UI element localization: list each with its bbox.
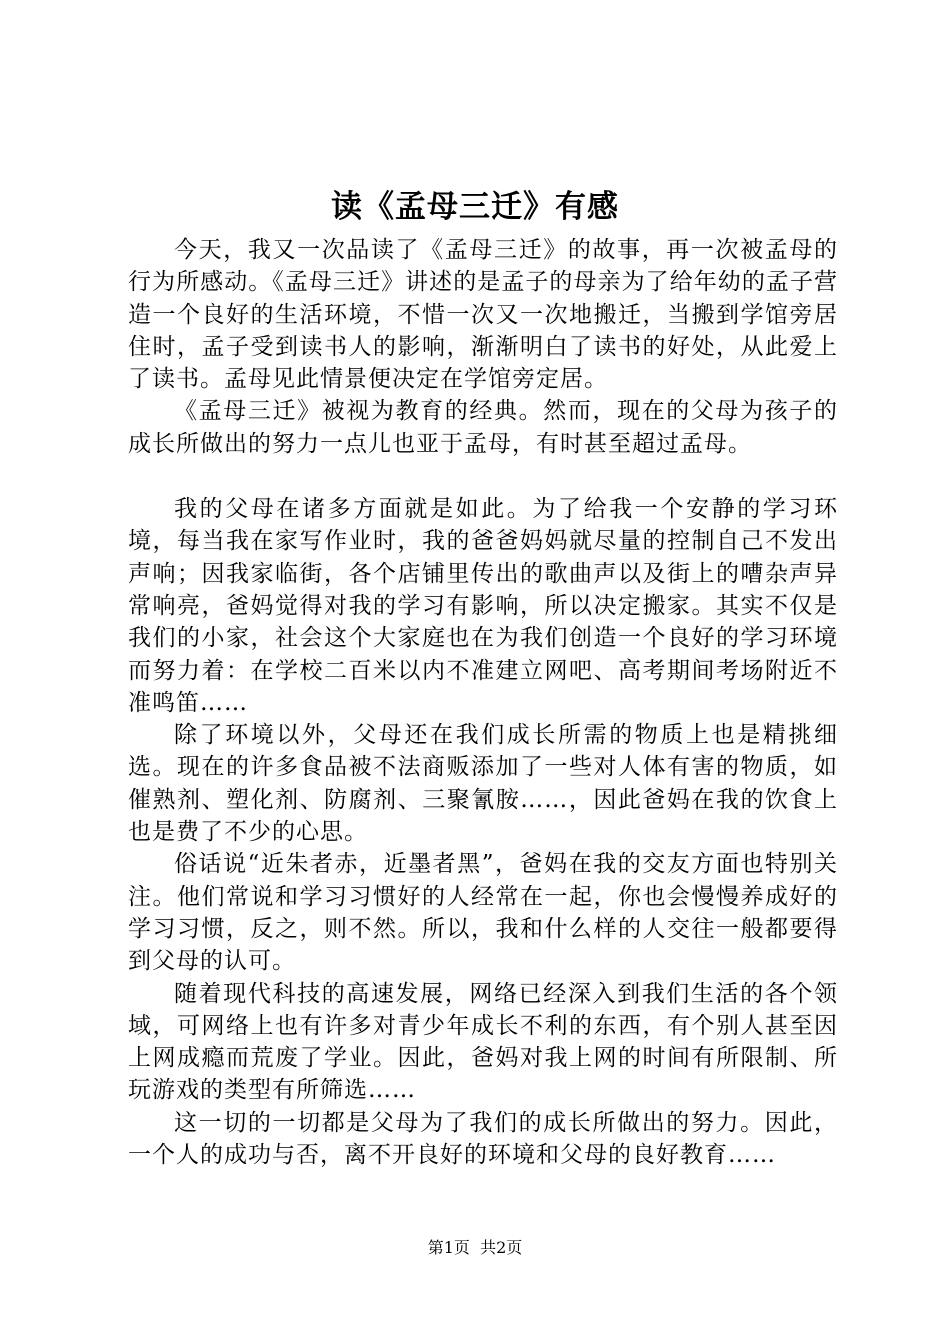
paragraph-6: 随着现代科技的高速发展，网络已经深入到我们生活的各个领域，可网络上也有许多对青少年成长不利的东西，有个别人甚至因上网成瘾而荒废了学业。因此，爸妈对我上网的时间有所限制、所玩游戏的类型有所筛选…… bbox=[128, 980, 838, 1104]
paragraph-1: 今天，我又一次品读了《孟母三迁》的故事，再一次被孟母的行为所感动。《孟母三迁》讲述的是孟子的母亲为了给年幼的孟子营造一个良好的生活环境，不惜一次又一次地搬迁，当搬到学馆旁居住时，孟子受到读书人的影响，渐渐明白了读书的好处，从此爱上了读书。孟母见此情景便决定在学馆旁定居。 bbox=[128, 237, 838, 393]
paragraph-5: 俗话说“近朱者赤，近墨者黑”，爸妈在我的交友方面也特别关注。他们常说和学习习惯好的人经常在一起，你也会慢慢养成好的学习习惯，反之，则不然。所以，我和什么样的人交往一般都要得到父母的认可。 bbox=[128, 851, 838, 975]
document-body bbox=[128, 234, 838, 1171]
paragraph-7: 这一切的一切都是父母为了我们的成长所做出的努力。因此，一个人的成功与否，离不开良好的环境和父母的良好教育…… bbox=[128, 1109, 838, 1169]
paragraph-4: 除了环境以外，父母还在我们成长所需的物质上也是精挑细选。现在的许多食品被不法商贩添加了一些对人体有害的物质，如催熟剂、塑化剂、防腐剂、三聚氰胺……，因此爸妈在我的饮食上也是费了不少的心思。 bbox=[128, 722, 838, 846]
page-number-indicator: 第1页 共2页 bbox=[427, 1238, 523, 1257]
paragraph-gap bbox=[128, 460, 838, 493]
document-title: 读《孟母三迁》有感 bbox=[331, 189, 619, 225]
paragraph-2: 《孟母三迁》被视为教育的经典。然而，现在的父母为孩子的成长所做出的努力一点儿也亚于孟母，有时甚至超过孟母。 bbox=[128, 398, 838, 457]
page-footer bbox=[0, 1236, 950, 1260]
paragraph-3: 我的父母在诸多方面就是如此。为了给我一个安静的学习环境，每当我在家写作业时，我的爸爸妈妈就尽量的控制自己不发出声响；因我家临街，各个店铺里传出的歌曲声以及街上的嘈杂声异常响亮，爸妈觉得对我的学习有影响，所以决定搬家。其实不仅是我们的小家，社会这个大家庭也在为我们创造一个良好的学习环境而努力着：在学校二百米以内不准建立网吧、高考期间考场附近不准鸣笛…… bbox=[128, 496, 838, 716]
